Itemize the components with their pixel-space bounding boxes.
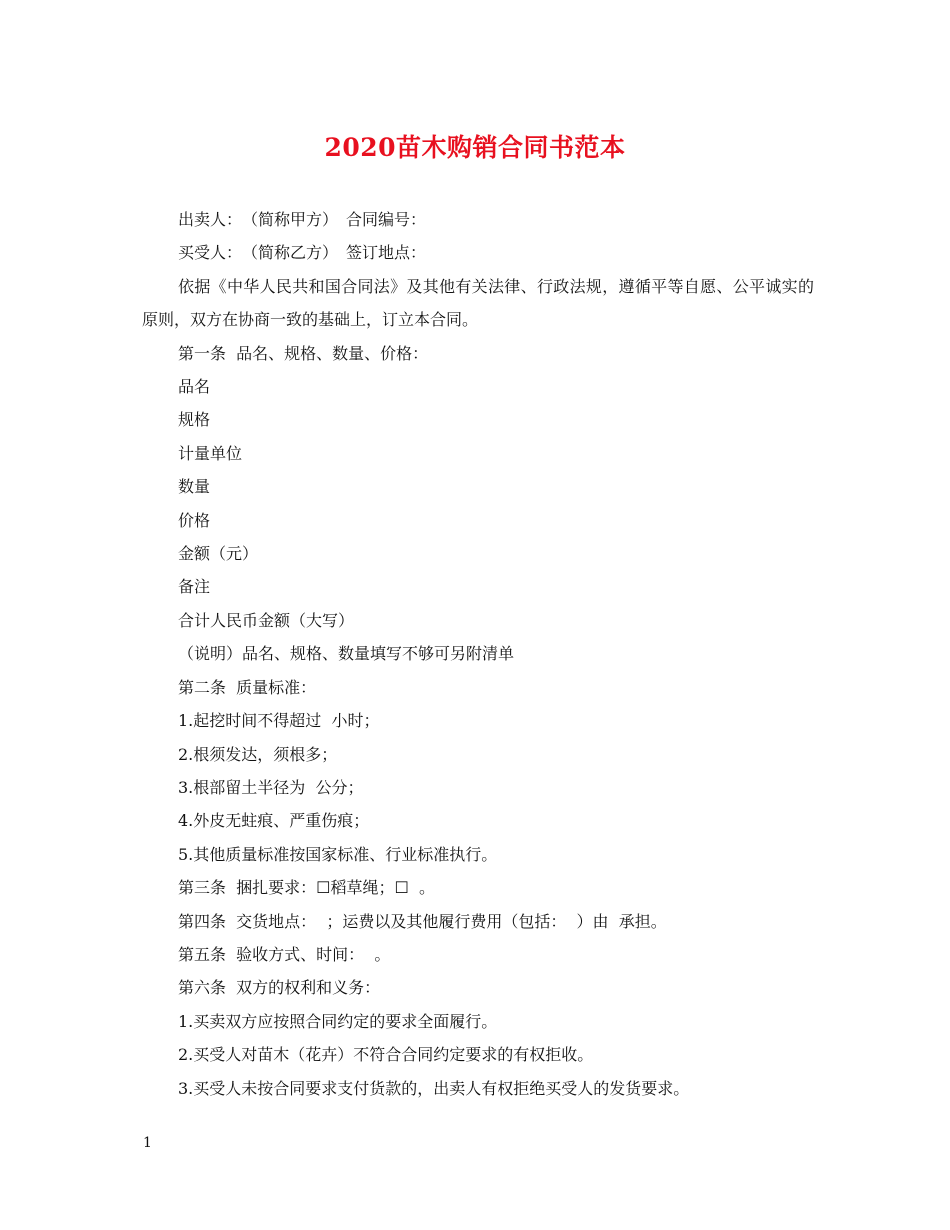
paragraph-article-1: 第一条 品名、规格、数量、价格： (178, 343, 429, 363)
paragraph-quality-1: 1.起挖时间不得超过 小时； (178, 711, 380, 731)
paragraph-quality-4: 4.外皮无蛀痕、严重伤痕； (178, 811, 370, 831)
paragraph-seller: 出卖人： （简称甲方） 合同编号： (178, 210, 427, 229)
paragraph-item-name: 品名 (178, 377, 211, 397)
paragraph-article-3: 第三条 捆扎要求：☐稻草绳；☐ 。 (178, 878, 436, 898)
paragraph-quality-5: 5.其他质量标准按国家标准、行业标准执行。 (178, 844, 498, 864)
paragraph-rights-3: 3.买受人未按合同要求支付货款的，出卖人有权拒绝买受人的发货要求。 (178, 1078, 690, 1098)
document-body (142, 203, 814, 1105)
paragraph-quality-2: 2.根须发达，须根多； (178, 744, 338, 764)
paragraph-preamble: 依据《中华人民共和国合同法》及其他有关法律、行政法规，遵循平等自愿、公平诚实的原则，双方在协商一致的基础上，订立本合同。 (142, 276, 814, 330)
paragraph-buyer: 买受人： （简称乙方） 签订地点： (178, 243, 427, 263)
paragraph-quality-3: 3.根部留土半径为 公分； (178, 777, 364, 797)
paragraph-article-4: 第四条 交货地点： ；运费以及其他履行费用（包括： ）由 承担。 (178, 911, 667, 931)
paragraph-item-amount: 金额（元） (178, 544, 259, 564)
paragraph-item-price: 价格 (178, 510, 211, 530)
paragraph-article-2: 第二条 质量标准： (178, 677, 317, 697)
paragraph-item-remarks: 备注 (178, 577, 211, 597)
document-title: 2020苗木购销合同书范本 (324, 133, 626, 162)
paragraph-rights-2: 2.买受人对苗木（花卉）不符合合同约定要求的有权拒收。 (178, 1045, 594, 1065)
paragraph-rights-1: 1.买卖双方应按照合同约定的要求全面履行。 (178, 1011, 498, 1031)
paragraph-item-unit: 计量单位 (178, 443, 243, 463)
paragraph-article-6: 第六条 双方的权利和义务： (178, 978, 381, 998)
paragraph-item-spec: 规格 (178, 410, 211, 430)
paragraph-note: （说明）品名、规格、数量填写不够可另附清单 (178, 644, 515, 664)
paragraph-total-amount: 合计人民币金额（大写） (178, 610, 355, 630)
page-number: 1 (143, 1135, 152, 1151)
paragraph-item-quantity: 数量 (178, 477, 211, 497)
paragraph-article-5: 第五条 验收方式、时间： 。 (178, 944, 391, 964)
